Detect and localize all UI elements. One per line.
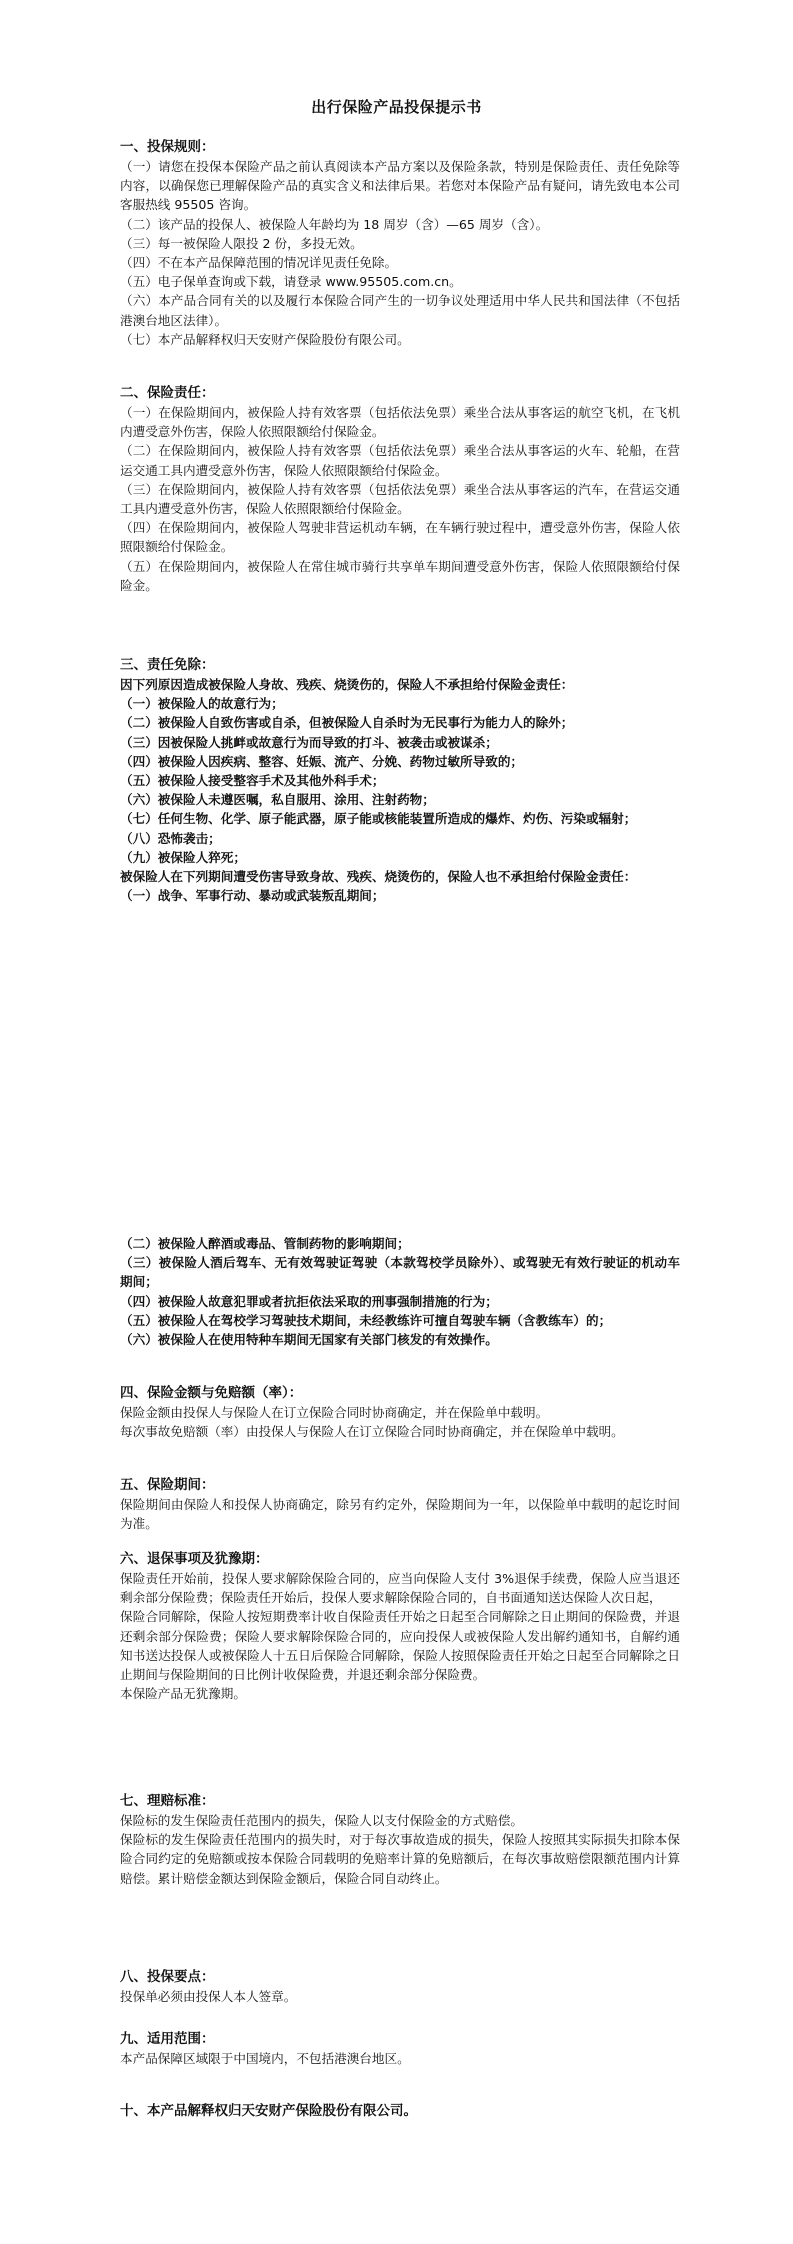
exclusion-intro-2: 被保险人在下列期间遭受伤害导致身故、残疾、烧烫伤的，保险人也不承担给付保险金责任： xyxy=(120,869,637,885)
paragraph: 每次事故免赔额（率）由投保人与保险人在订立保险合同时协商确定，并在保险单中载明。 xyxy=(120,1424,624,1440)
paragraph: （五）电子保单查询或下载，请登录 www.95505.com.cn。 xyxy=(120,274,462,290)
section-interpretation xyxy=(120,2102,680,2121)
section-heading: 三、责任免除： xyxy=(120,657,215,673)
section-heading: 五、保险期间： xyxy=(120,1477,215,1493)
section-heading: 六、退保事项及犹豫期： xyxy=(120,1551,269,1567)
exclusion-period-item: （三）被保险人酒后驾车、无有效驾驶证驾驶（本款驾校学员除外）、或驾驶无有效行驶证的机动车期间； xyxy=(120,1255,680,1290)
paragraph: （三）每一被保险人限投 2 份，多投无效。 xyxy=(120,235,363,251)
exclusion-item: （四）被保险人因疾病、整容、妊娠、流产、分娩、药物过敏所导致的； xyxy=(120,753,523,769)
section-insurance-rules xyxy=(120,138,680,349)
paragraph: 保险合同解除，保险人按短期费率计收自保险责任开始之日起至合同解除之日止期间的保险费，并退还剩余部分保险费；保险人要求解除保险合同的，应向投保人或被保险人发出解约通知书，自解约通知书送达投保人或被保险人十五日后保险合同解除，保险人按照保险责任开始之日起至合同解除之日止期间与保险期间的日比例计收保险费，并退还剩余部分保险费。 xyxy=(120,1609,680,1683)
exclusion-item: （三）因被保险人挑衅或故意行为而导致的打斗、被袭击或被谋杀； xyxy=(120,734,498,750)
paragraph: 保险责任开始前，投保人要求解除保险合同的，应当向保险人支付 3%退保手续费，保险人应当退还剩余部分保险费；保险责任开始后，投保人要求解除保险合同的，自书面通知送达保险人次日起， xyxy=(120,1571,680,1606)
section-exclusions xyxy=(120,656,680,905)
paragraph: 本保险产品无犹豫期。 xyxy=(120,1686,246,1702)
section-heading: 一、投保规则： xyxy=(120,139,215,155)
section-heading: 十、本产品解释权归天安财产保险股份有限公司。 xyxy=(120,2103,417,2119)
paragraph: （四）不在本产品保障范围的情况详见责任免除。 xyxy=(120,255,398,271)
section-sum-insured xyxy=(120,1384,680,1441)
section-scope xyxy=(120,2030,680,2068)
paragraph: 保险金额由投保人与保险人在订立保险合同时协商确定，并在保险单中载明。 xyxy=(120,1405,549,1420)
section-heading: 八、投保要点： xyxy=(120,1969,215,1985)
exclusion-item: （八）恐怖袭击； xyxy=(120,830,221,846)
exclusion-period-item: （五）被保险人在驾校学习驾驶技术期间，未经教练许可擅自驾驶车辆（含教练车）的； xyxy=(120,1312,612,1328)
section-heading: 四、保险金额与免赔额（率）： xyxy=(120,1385,303,1401)
exclusion-item: （九）被保险人猝死； xyxy=(120,849,246,865)
paragraph: （六）本产品合同有关的以及履行本保险合同产生的一切争议处理适用中华人民共和国法律（不包括港澳台地区法律）。 xyxy=(120,293,680,328)
paragraph: （一）请您在投保本保险产品之前认真阅读本产品方案以及保险条款，特别是保险责任、责任免除等内容，以确保您已理解保险产品的真实含义和法律后果。若您对本保险产品有疑问，请先致电本公司客服热线 95505 咨询。 xyxy=(120,159,680,213)
section-heading: 九、适用范围： xyxy=(120,2031,215,2047)
paragraph: （二）在保险期间内，被保险人持有效客票（包括依法免票）乘坐合法从事客运的火车、轮船，在营运交通工具内遭受意外伤害，保险人依照限额给付保险金。 xyxy=(120,443,680,478)
section-exclusions-continued xyxy=(120,1234,680,1349)
exclusion-item: （六）被保险人未遵医嘱，私自服用、涂用、注射药物； xyxy=(120,792,435,808)
paragraph: （一）在保险期间内，被保险人持有效客票（包括依法免票）乘坐合法从事客运的航空飞机，在飞机内遭受意外伤害，保险人依照限额给付保险金。 xyxy=(120,405,680,440)
section-heading: 二、保险责任： xyxy=(120,385,215,401)
document-title: 出行保险产品投保提示书 xyxy=(311,98,482,116)
paragraph: 投保单必须由投保人本人签章。 xyxy=(120,1989,297,2004)
exclusion-period-item: （四）被保险人故意犯罪或者抗拒依法采取的刑事强制措施的行为； xyxy=(120,1293,498,1309)
section-cancellation xyxy=(120,1550,680,1703)
paragraph: 保险期间由保险人和投保人协商确定，除另有约定外，保险期间为一年，以保险单中载明的起讫时间为准。 xyxy=(120,1497,680,1532)
paragraph: （五）在保险期间内，被保险人在常住城市骑行共享单车期间遭受意外伤害，保险人依照限额给付保险金。 xyxy=(120,558,680,593)
section-claims xyxy=(120,1792,680,1888)
section-coverage xyxy=(120,384,680,595)
paragraph: 保险标的发生保险责任范围内的损失，保险人以支付保险金的方式赔偿。 xyxy=(120,1813,523,1828)
paragraph: （二）该产品的投保人、被保险人年龄均为 18 周岁（含）—65 周岁（含）。 xyxy=(120,216,549,232)
paragraph: （三）在保险期间内，被保险人持有效客票（包括依法免票）乘坐合法从事客运的汽车，在营运交通工具内遭受意外伤害，保险人依照限额给付保险金。 xyxy=(120,481,680,517)
exclusion-period-item: （六）被保险人在使用特种车期间无国家有关部门核发的有效操作。 xyxy=(120,1332,498,1348)
paragraph: 保险标的发生保险责任范围内的损失时，对于每次事故造成的损失，保险人按照其实际损失扣除本保险合同约定的免赔额或按本保险合同载明的免赔率计算的免赔额后，在每次事故赔偿限额范围内计算赔偿。累计赔偿金额达到保险金额后，保险合同自动终止。 xyxy=(120,1832,680,1886)
exclusion-item: （七）任何生物、化学、原子能武器，原子能或核能装置所造成的爆炸、灼伤、污染或辐射； xyxy=(120,811,637,827)
section-heading: 七、理赔标准： xyxy=(120,1793,215,1809)
section-insurance-period xyxy=(120,1476,680,1533)
exclusion-item: （一）被保险人的故意行为； xyxy=(120,696,284,712)
exclusion-item: （五）被保险人接受整容手术及其他外科手术； xyxy=(120,773,385,789)
paragraph: （七）本产品解释权归天安财产保险股份有限公司。 xyxy=(120,331,410,347)
section-application-points xyxy=(120,1968,680,2006)
exclusion-intro: 因下列原因造成被保险人身故、残疾、烧烫伤的，保险人不承担给付保险金责任： xyxy=(120,677,574,692)
paragraph: 本产品保障区域限于中国境内，不包括港澳台地区。 xyxy=(120,2051,410,2066)
exclusion-period-item: （一）战争、军事行动、暴动或武装叛乱期间； xyxy=(120,888,385,904)
exclusion-period-item: （二）被保险人醉酒或毒品、管制药物的影响期间； xyxy=(120,1236,410,1251)
exclusion-item: （二）被保险人自致伤害或自杀，但被保险人自杀时为无民事行为能力人的除外； xyxy=(120,715,574,731)
paragraph: （四）在保险期间内，被保险人驾驶非营运机动车辆，在车辆行驶过程中，遭受意外伤害，保险人依照限额给付保险金。 xyxy=(120,520,680,555)
